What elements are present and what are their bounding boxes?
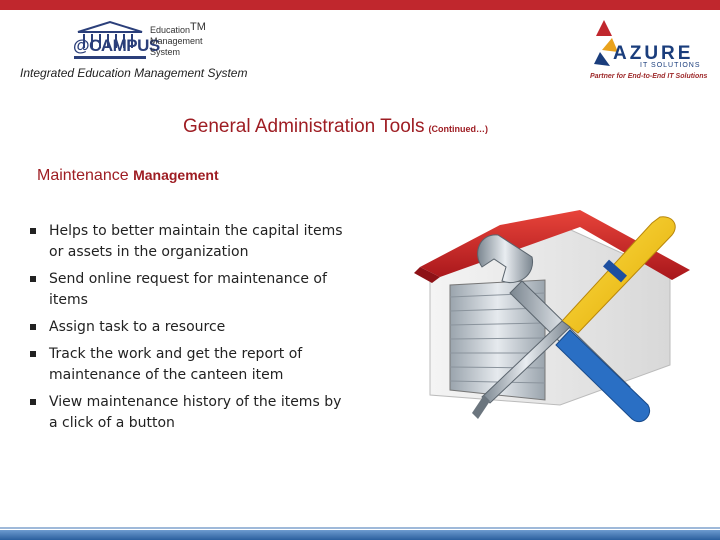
azure-logo-subtitle: IT SOLUTIONS xyxy=(640,62,701,69)
slide-title xyxy=(183,116,488,138)
slide-title-suffix: (Continued…) xyxy=(428,124,488,134)
campus-logo-line-2: Management xyxy=(150,36,203,46)
bullet-text: Assign task to a resource xyxy=(49,319,226,335)
bullet-text: Send online request for maintenance of items xyxy=(49,271,327,308)
slide-title-text: General Administration Tools xyxy=(183,116,425,137)
bullet-marker-icon xyxy=(30,276,36,282)
bullet-item xyxy=(30,317,350,338)
bullet-marker-icon xyxy=(30,228,36,234)
bullet-text: View maintenance history of the items by a click of a button xyxy=(49,394,342,431)
bullet-text: Helps to better maintain the capital items or assets in the organization xyxy=(49,223,343,260)
section-heading-word: Maintenance xyxy=(37,167,129,184)
house-with-wrench-and-screwdriver-icon xyxy=(410,205,700,435)
trademark-mark: TM xyxy=(190,21,206,33)
campus-logo-line-1: Education xyxy=(150,25,191,35)
section-heading-bold-word: Management xyxy=(133,167,219,183)
bottom-divider-line xyxy=(0,527,720,529)
section-heading xyxy=(37,167,219,185)
azure-partner-tagline: Partner for End-to-End IT Solutions xyxy=(590,73,708,80)
bullet-item xyxy=(30,269,350,311)
bullet-marker-icon xyxy=(30,399,36,405)
bottom-accent-bar xyxy=(0,530,720,540)
campus-logo-line-3: System xyxy=(150,47,181,57)
bullet-text: Track the work and get the report of maintenance of the canteen item xyxy=(49,346,303,383)
bullet-item xyxy=(30,221,350,263)
bullet-item xyxy=(30,392,350,434)
azure-logo-name: AZURE xyxy=(613,43,694,64)
system-tagline: Integrated Education Management System xyxy=(20,66,248,80)
feature-bullet-list xyxy=(30,221,350,440)
campus-logo-side-text xyxy=(150,22,206,58)
bullet-marker-icon xyxy=(30,351,36,357)
top-accent-bar xyxy=(0,0,720,10)
bullet-item xyxy=(30,344,350,386)
campus-logo-name: @CAMPUS xyxy=(73,36,160,55)
bullet-marker-icon xyxy=(30,324,36,330)
